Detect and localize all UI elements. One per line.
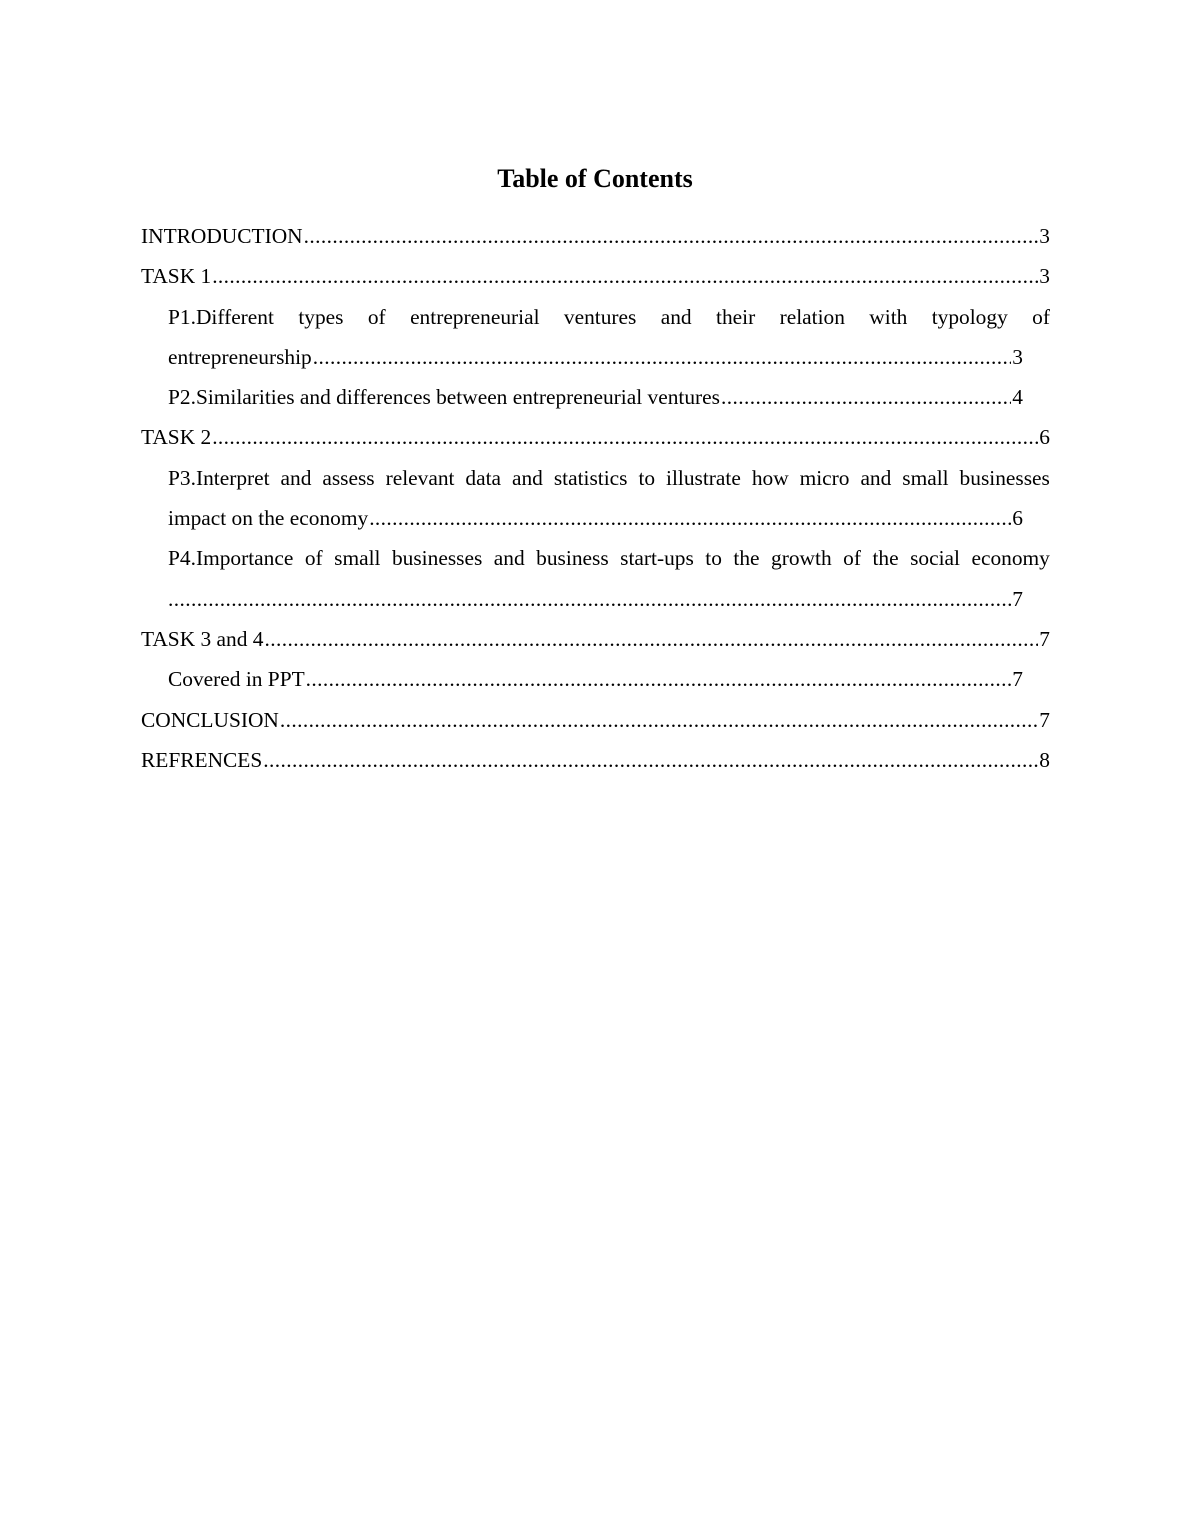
toc-entry-line	[168, 579, 1023, 619]
word: economy	[971, 546, 1050, 571]
word: P4.Importance	[168, 546, 294, 571]
toc-entry-page: 3	[1039, 224, 1050, 248]
toc-entry-task-3-and-4[interactable]	[141, 619, 1050, 659]
word: the	[733, 546, 760, 571]
word: types	[298, 304, 344, 329]
word: start-ups	[620, 546, 694, 571]
toc-title: Table of Contents	[497, 164, 693, 193]
toc-entry-line	[168, 498, 1023, 538]
word: businesses	[391, 546, 483, 571]
dot-leader	[721, 377, 1011, 417]
dot-leader	[264, 619, 1038, 659]
table-of-contents	[141, 216, 1050, 780]
dot-leader	[280, 700, 1038, 740]
toc-entry-label: CONCLUSION	[141, 707, 279, 732]
word: assess	[322, 465, 375, 490]
word: of	[304, 546, 323, 571]
word: how	[751, 465, 789, 490]
word: illustrate	[666, 465, 741, 490]
word: micro	[799, 465, 850, 490]
toc-entry-line	[168, 458, 1050, 498]
toc-entry-line	[168, 337, 1023, 377]
toc-entry-p2[interactable]	[168, 377, 1023, 417]
word: and	[860, 465, 892, 490]
dot-leader	[212, 417, 1038, 457]
dot-leader	[304, 216, 1039, 256]
toc-entry-page: 7	[1039, 707, 1050, 732]
toc-entry-line	[168, 538, 1050, 578]
toc-entry-task-2[interactable]	[141, 417, 1050, 457]
toc-entry-label: TASK 1	[141, 264, 212, 289]
toc-entry-label: P2.Similarities and differences between entrepreneurial ventures	[168, 385, 720, 410]
dot-leader	[313, 337, 1012, 377]
word: of	[843, 546, 861, 571]
word: ventures	[563, 304, 637, 329]
word: and	[660, 304, 692, 329]
dot-leader	[263, 740, 1038, 780]
toc-entry-covered-in-ppt[interactable]	[168, 659, 1023, 699]
toc-entry-page: 7	[1039, 626, 1050, 651]
word: data	[465, 465, 502, 490]
toc-entry-introduction[interactable]	[141, 216, 1050, 256]
toc-entry-p3[interactable]	[168, 458, 1050, 539]
toc-entry-line	[168, 297, 1050, 337]
word: growth	[771, 546, 832, 571]
word: P3.Interpret	[168, 465, 270, 490]
word: to	[705, 546, 722, 571]
word: of	[367, 304, 386, 329]
toc-entry-page: 4	[1012, 385, 1023, 410]
word: to	[638, 465, 656, 490]
word: businesses	[959, 465, 1050, 490]
word: small	[334, 546, 381, 571]
word: the	[872, 546, 899, 571]
toc-entry-label: entrepreneurship	[168, 344, 312, 369]
toc-entry-page: 7	[1012, 667, 1023, 692]
toc-entry-page: 3	[1012, 344, 1023, 369]
dot-leader	[369, 498, 1011, 538]
word: and	[511, 465, 543, 490]
word: relation	[779, 304, 845, 329]
word: of	[1032, 304, 1050, 329]
word: and	[280, 465, 312, 490]
toc-entry-conclusion[interactable]	[141, 700, 1050, 740]
toc-entry-page: 6	[1012, 506, 1023, 531]
dot-leader	[168, 579, 1011, 619]
word: and	[493, 546, 525, 571]
word: business	[536, 546, 609, 571]
toc-entry-page: 3	[1039, 264, 1050, 289]
toc-entry-references[interactable]	[141, 740, 1050, 780]
word: social	[910, 546, 960, 571]
toc-entry-page: 7	[1012, 586, 1023, 611]
dot-leader	[212, 256, 1038, 296]
word: with	[869, 304, 908, 329]
toc-entry-page: 8	[1039, 747, 1050, 772]
word: P1.Different	[168, 304, 274, 329]
toc-entry-p1[interactable]	[168, 297, 1050, 378]
toc-entry-label: TASK 3 and 4	[141, 626, 264, 651]
toc-entry-label: INTRODUCTION	[141, 224, 303, 248]
toc-entry-label: REFRENCES	[141, 747, 263, 772]
word: typology	[931, 304, 1008, 329]
word: statistics	[553, 465, 628, 490]
word: relevant	[385, 465, 455, 490]
word: their	[716, 304, 756, 329]
toc-entry-page: 6	[1039, 425, 1050, 450]
toc-entry-label: impact on the economy	[168, 506, 369, 531]
word: entrepreneurial	[410, 304, 540, 329]
word: small	[902, 465, 949, 490]
toc-entry-label: Covered in PPT	[168, 667, 305, 692]
toc-entry-p4[interactable]	[168, 538, 1050, 619]
dot-leader	[306, 659, 1012, 699]
toc-entry-task-1[interactable]	[141, 256, 1050, 296]
toc-entry-label: TASK 2	[141, 425, 212, 450]
